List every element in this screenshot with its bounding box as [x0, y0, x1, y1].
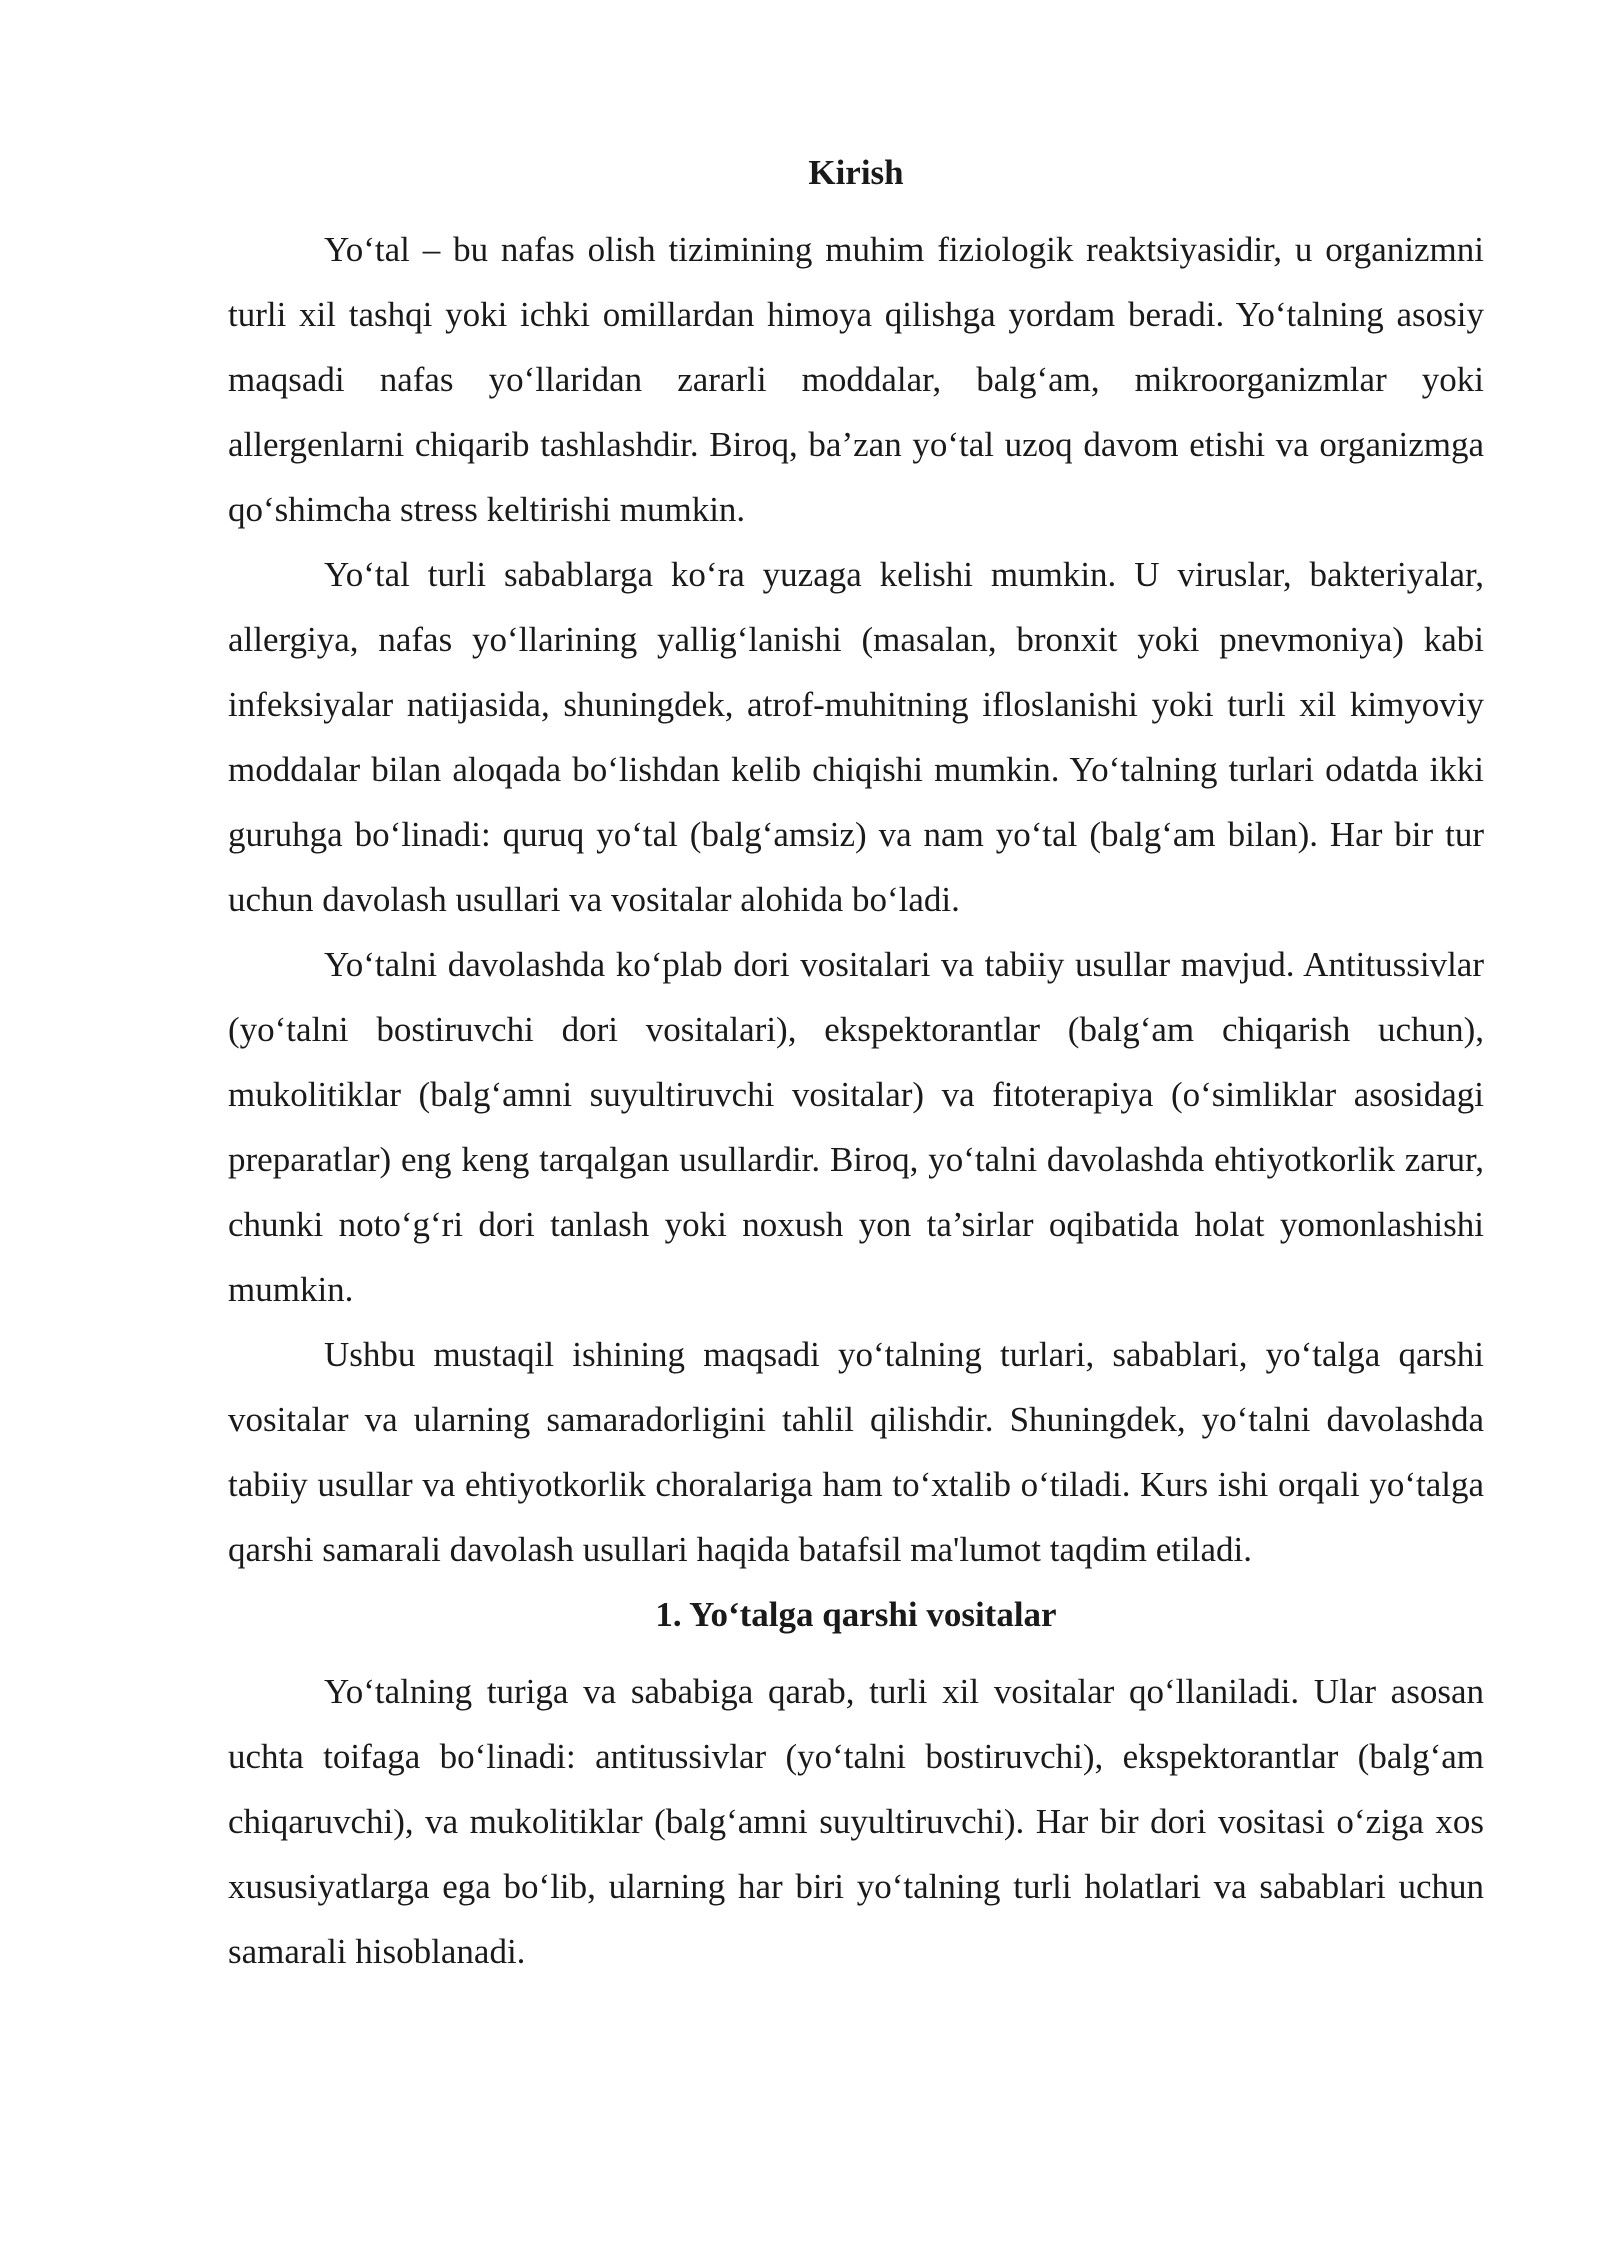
intro-paragraph-3: Yo‘talni davolashda ko‘plab dori vositalari va tabiiy usullar mavjud. Antitussivlar (yo‘talni bostiruvchi dori vositalari), ekspektorantlar (balg‘am chiqarish uchun), mukolitiklar (balg‘amni suyultiruvchi vositalar) va fitoterapiya (o‘simliklar asosidagi preparatlar) eng keng tarqalgan usullardir. Biroq, yo‘talni davolashda ehtiyotkorlik zarur, chunki noto‘g‘ri dori tanlash yoki noxush yon ta’sirlar oqibatida holat yomonlashishi mumkin. — [228, 945, 1484, 1309]
document-page — [228, 140, 1484, 1984]
page-title: Kirish — [808, 153, 904, 192]
section-heading: 1. Yo‘talga qarshi vositalar — [655, 1595, 1057, 1634]
intro-paragraph-2: Yo‘tal turli sabablarga ko‘ra yuzaga kelishi mumkin. U viruslar, bakteriyalar, allergiya, nafas yo‘llarining yallig‘lanishi (masalan, bronxit yoki pnevmoniya) kabi infeksiyalar natijasida, shuningdek, atrof-muhitning ifloslanishi yoki turli xil kimyoviy moddalar bilan aloqada bo‘lishdan kelib chiqishi mumkin. Yo‘talning turlari odatda ikki guruhga bo‘linadi: quruq yo‘tal (balg‘amsiz) va nam yo‘tal (balg‘am bilan). Har bir tur uchun davolash usullari va vositalar alohida bo‘ladi. — [228, 555, 1484, 919]
intro-paragraph-1: Yo‘tal – bu nafas olish tizimining muhim fiziologik reaktsiyasidir, u organizmni turli xil tashqi yoki ichki omillardan himoya qilishga yordam beradi. Yo‘talning asosiy maqsadi nafas yo‘llaridan zararli moddalar, balg‘am, mikroorganizmlar yoki allergenlarni chiqarib tashlashdir. Biroq, ba’zan yo‘tal uzoq davom etishi va organizmga qo‘shimcha stress keltirishi mumkin. — [228, 230, 1484, 529]
intro-paragraph-4: Ushbu mustaqil ishining maqsadi yo‘talning turlari, sabablari, yo‘talga qarshi vositalar va ularning samaradorligini tahlil qilishdir. Shuningdek, yo‘talni davolashda tabiiy usullar va ehtiyotkorlik choralariga ham to‘xtalib o‘tiladi. Kurs ishi orqali yo‘talga qarshi samarali davolash usullari haqida batafsil ma'lumot taqdim etiladi. — [228, 1335, 1484, 1569]
section-paragraph-1: Yo‘talning turiga va sababiga qarab, turli xil vositalar qo‘llaniladi. Ular asosan uchta toifaga bo‘linadi: antitussivlar (yo‘talni bostiruvchi), ekspektorantlar (balg‘am chiqaruvchi), va mukolitiklar (balg‘amni suyultiruvchi). Har bir dori vositasi o‘ziga xos xususiyatlarga ega bo‘lib, ularning har biri yo‘talning turli holatlari va sabablari uchun samarali hisoblanadi. — [228, 1672, 1484, 1971]
